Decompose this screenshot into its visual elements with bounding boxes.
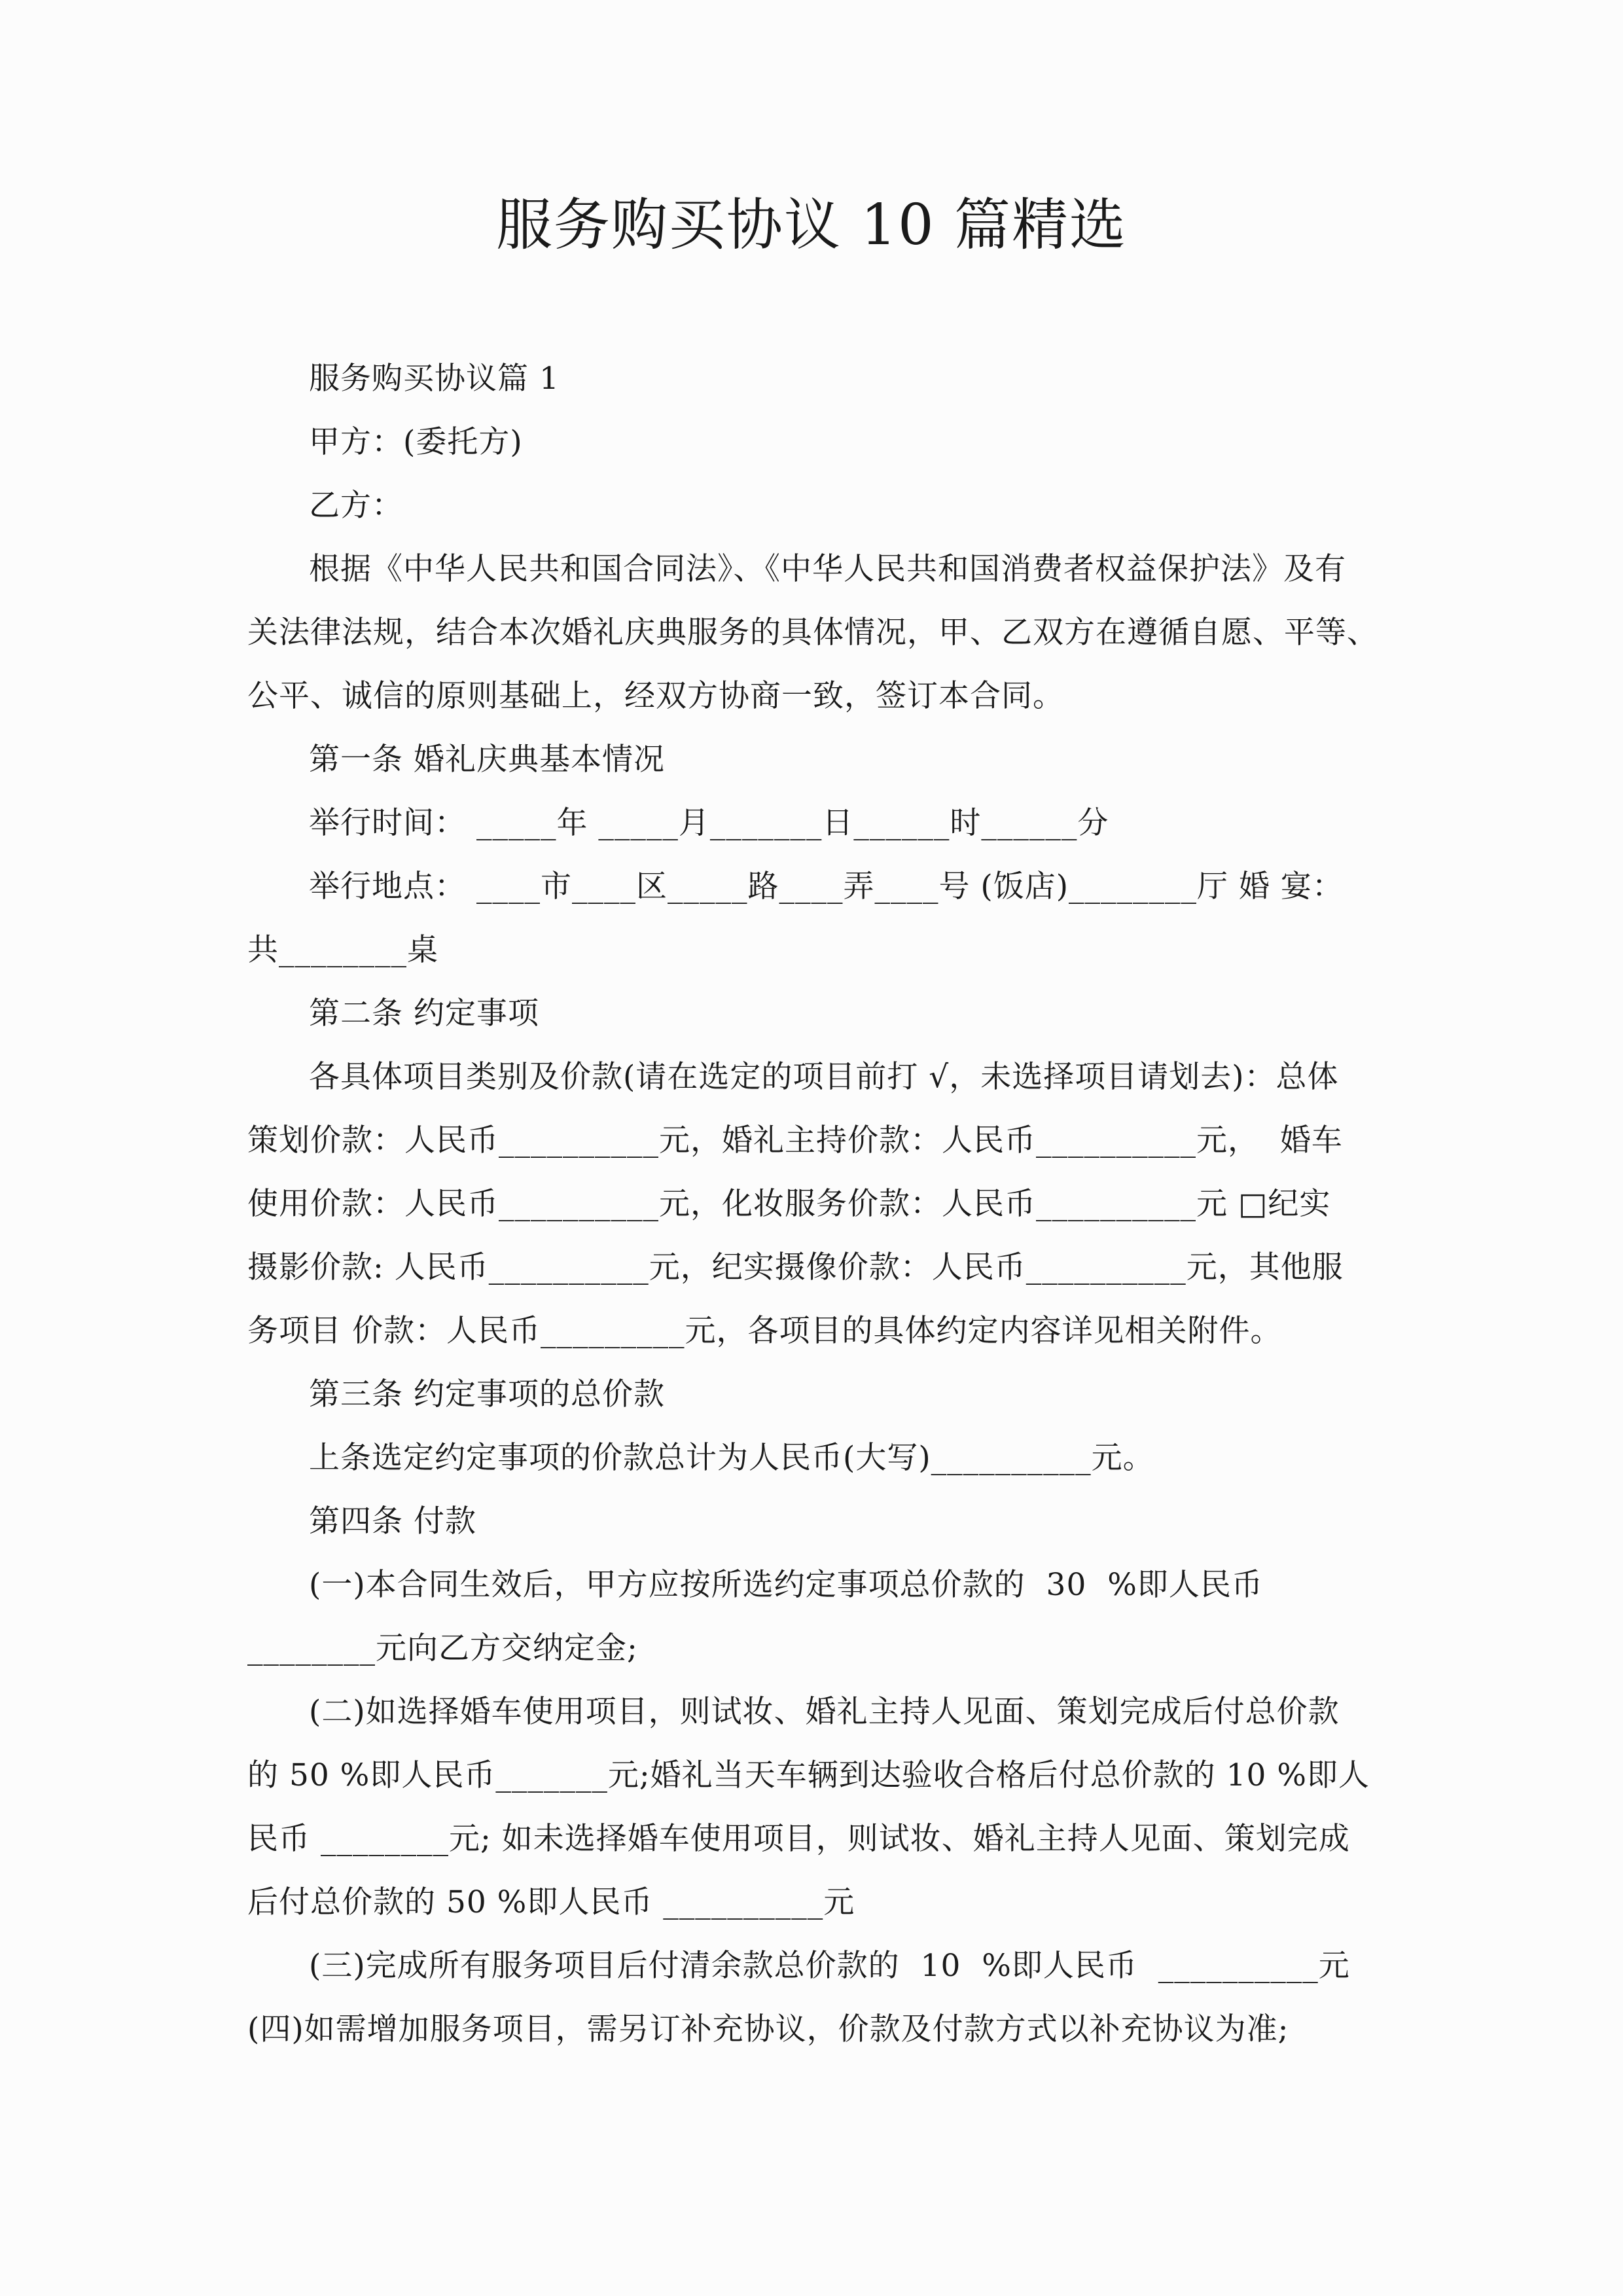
document-line: 后付总价款的 50 %即人民币 __________元 xyxy=(247,1884,855,1920)
document-line: 服务购买协议篇 1 xyxy=(309,361,560,397)
document-title: 服务购买协议 10 篇精选 xyxy=(495,192,1128,258)
document-line: (二)如选择婚车使用项目，则试妆、婚礼主持人见面、策划完成后付总价款 xyxy=(309,1694,1340,1730)
document-line: 第一条 婚礼庆典基本情况 xyxy=(309,742,665,778)
document-line: 摄影价款: 人民币__________元，纪实摄像价款：人民币__________元，其他服 xyxy=(247,1249,1344,1285)
document-line: 策划价款：人民币__________元，婚礼主持价款：人民币__________元， 婚车 xyxy=(247,1122,1343,1158)
document-line: 举行时间： _____年 _____月_______日______时______分 xyxy=(309,805,1109,841)
document-line: 各具体项目类别及价款(请在选定的项目前打 √，未选择项目请划去)：总体 xyxy=(309,1059,1339,1095)
document-line: 务项目 价款：人民币_________元，各项目的具体约定内容详见相关附件。 xyxy=(247,1313,1282,1349)
document-line: 乙方： xyxy=(309,488,403,524)
document-line: 甲方：(委托方) xyxy=(309,424,523,460)
document-line: (四)如需增加服务项目，需另订补充协议，价款及付款方式以补充协议为准; xyxy=(247,2011,1289,2047)
document-line: 上条选定约定事项的价款总计为人民币(大写)__________元。 xyxy=(309,1440,1154,1476)
document-line: (三)完成所有服务项目后付清余款总价款的 10 %即人民币 __________元 xyxy=(309,1948,1350,1984)
document-line: 民币 ________元; 如未选择婚车使用项目，则试妆、婚礼主持人见面、策划完成 xyxy=(247,1821,1350,1857)
document-line: 根据《中华人民共和国合同法》、《中华人民共和国消费者权益保护法》及有 xyxy=(309,551,1346,587)
document-line: 第三条 约定事项的总价款 xyxy=(309,1376,665,1412)
document-line: 举行地点： ____市____区_____路____弄____号 (饭店)________厅 婚 宴： xyxy=(309,869,1344,905)
document-line: (一)本合同生效后，甲方应按所选约定事项总价款的 30 %即人民币 xyxy=(309,1567,1263,1603)
document-line: ________元向乙方交纳定金; xyxy=(247,1630,638,1666)
document-line: 公平、诚信的原则基础上，经双方协商一致，签订本合同。 xyxy=(247,678,1064,714)
document-line: 关法律法规，结合本次婚礼庆典服务的具体情况，甲、乙双方在遵循自愿、平等、 xyxy=(247,615,1378,651)
document-line: 使用价款：人民币__________元，化妆服务价款：人民币__________元 □纪实 xyxy=(247,1186,1331,1222)
document-body xyxy=(247,347,1399,2061)
document-line: 第二条 约定事项 xyxy=(309,996,539,1031)
document-line: 的 50 %即人民币_______元;婚礼当天车辆到达验收合格后付总价款的 10 %即人 xyxy=(247,1757,1370,1793)
document-line: 共________桌 xyxy=(247,932,438,968)
document-line: 第四条 付款 xyxy=(309,1503,476,1539)
